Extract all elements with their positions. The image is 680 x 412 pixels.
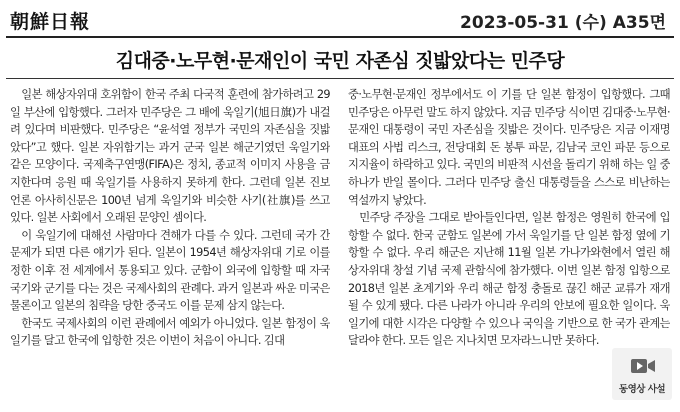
video-editorial-label: 동영상 사설: [618, 384, 666, 395]
article-paragraph: 이 욱일기에 대해선 사람마다 견해가 다를 수 있다. 그런데 국가 간 문제가 되면 다른 얘기가 된다. 일본이 1954년 해상자위대 기로 이를 정한 이후 전 세계에서 통용되고 있다. 군함이 외국에 입항할 때 자국 국기와 군기를 다는 것은 국제사회의 관례다. 과거 일본과 싸운 미국은 물론이고 일본의 침략을 당한 중국도 이를 문제 삼지 않는다.: [10, 228, 330, 313]
article-paragraph: 한국도 국제사회의 이런 관례에서 예외가 아니었다. 일본 함정이 욱일기를 달고 한국에 입항한 것은 이번이 처음이 아니다. 김대: [10, 316, 330, 348]
newspaper-logo: 朝鮮日報: [10, 11, 91, 33]
article-column-left: [10, 86, 330, 408]
article-headline: 김대중·노무현·문재인이 국민 자존심 짓밟았다는 민주당: [115, 50, 565, 72]
dateline: [454, 8, 666, 33]
headline-divider: [6, 78, 674, 79]
masthead-divider: [6, 36, 674, 38]
masthead: [0, 0, 680, 40]
video-editorial-button[interactable]: [612, 348, 672, 400]
video-camera-icon: [630, 356, 656, 376]
page-number: A35면: [612, 13, 666, 33]
issue-weekday: (수): [574, 13, 607, 33]
article-paragraph: 일본 해상자위대 호위함이 한국 주최 다국적 훈련에 참가하려고 29일 부산에 입항했다. 그러자 민주당은 그 배에 욱일기(旭日旗)가 내걸려 있다며 비판했다. 민주당은 “윤석열 정부가 국민의 자존심을 짓밟았다”고 했다. 일본 자위함기는 과거 군국 일본 해군기였던 욱일기와 같은 모양이다. 국제축구연맹(FIFA)은 정치, 종교적 이미지 사용을 금지한다며 응원 때 욱일기를 사용하지 못하게 한다. 그런데 일본 진보 언론 아사히신문은 100년 넘게 욱일기와 비슷한 사기(社旗)를 쓰고 있다. 일본 사회에서 오래된 문양인 셈이다.: [10, 88, 330, 225]
issue-date: 2023-05-31: [460, 13, 569, 33]
article-paragraph: 민주당 주장을 그대로 받아들인다면, 일본 함정은 영원히 한국에 입항할 수 없다. 한국 군함도 일본에 가서 욱일기를 단 일본 함정 옆에 기항할 수 없다. 우리 해군은 지난해 11월 일본 가나가와현에서 열린 해상자위대 창설 기념 국제 관함식에 참가했다. 이번 일본 함정 입항으로 2018년 일본 초계기와 우리 해군 함정 충돌로 끊긴 해군 교류가 재개될 수 있게 됐다. 다른 나라가 아니라 우리의 안보에 필요한 일이다. 욱일기에 대한 시각은 다양할 수 있으나 국익을 기반으로 한 국가 관계는 달라야 한다. 모든 일은 지나치면 모자라느니만 못하다.: [348, 211, 670, 348]
article-paragraph-continued: 중·노무현·문재인 정부에서도 이 기를 단 일본 함정이 입항했다. 그때 민주당은 아무런 말도 하지 않았다. 지금 민주당 식이면 김대중·노무현·문재인 대통령이 국민 자존심을 짓밟은 것이다. 민주당은 지금 이재명 대표의 사법 리스크, 전당대회 돈 봉투 파문, 김남국 코인 파문 등으로 지지율이 하락하고 있다. 국민의 비판적 시선을 돌리기 위해 하는 일 중 하나가 반일 몰이다. 그러다 민주당 출신 대통령들을 스스로 비난하는 역설까지 낳았다.: [348, 88, 670, 207]
